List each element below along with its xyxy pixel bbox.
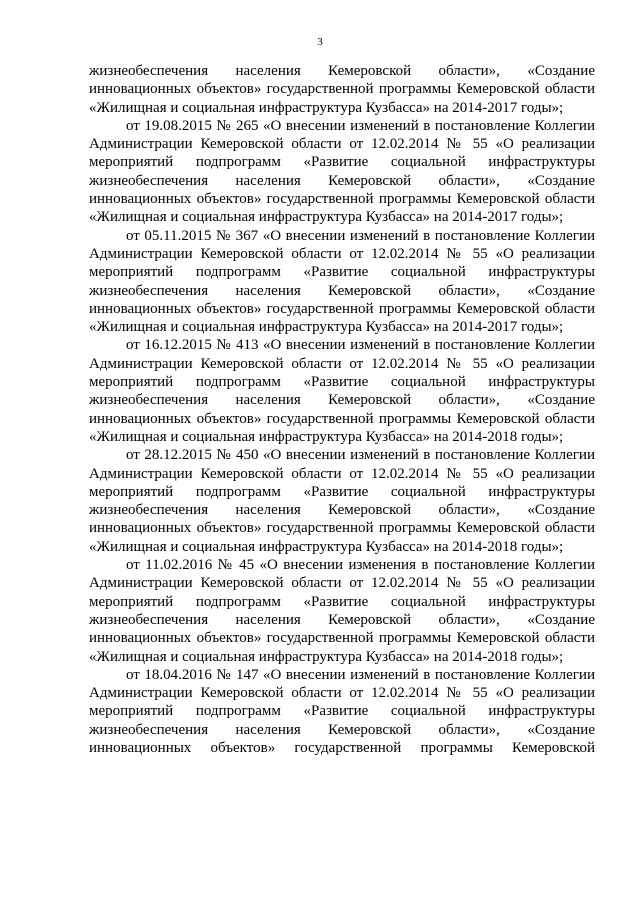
paragraph-amendment-147: от 18.04.2016 № 147 «О внесении изменений в постановление Коллегии Администрации Кемеровской области от 12.02.2014 № 55 «О реализации мероприятий подпрограмм «Развитие социальной инфраструктуры жизнеобеспечения населения Кемеровской области», «Создание инновационных объектов» государственной программы Кемеровской: [89, 666, 595, 756]
page-number: 3: [317, 36, 323, 48]
paragraph-amendment-265: от 19.08.2015 № 265 «О внесении изменений в постановление Коллегии Администрации Кемеровской области от 12.02.2014 № 55 «О реализации мероприятий подпрограмм «Развитие социальной инфраструктуры жизнеобеспечения населения Кемеровской области», «Создание инновационных объектов» государственной программы Кемеровской области «Жилищная и социальная инфраструктура Кузбасса» на 2014-2017 годы»;: [89, 117, 595, 226]
paragraph-amendment-367: от 05.11.2015 № 367 «О внесении изменений в постановление Коллегии Администрации Кемеровской области от 12.02.2014 № 55 «О реализации мероприятий подпрограмм «Развитие социальной инфраструктуры жизнеобеспечения населения Кемеровской области», «Создание инновационных объектов» государственной программы Кемеровской области «Жилищная и социальная инфраструктура Кузбасса» на 2014-2017 годы»;: [89, 227, 595, 336]
paragraph-amendment-413: от 16.12.2015 № 413 «О внесении изменений в постановление Коллегии Администрации Кемеровской области от 12.02.2014 № 55 «О реализации мероприятий подпрограмм «Развитие социальной инфраструктуры жизнеобеспечения населения Кемеровской области», «Создание инновационных объектов» государственной программы Кемеровской области «Жилищная и социальная инфраструктура Кузбасса» на 2014-2018 годы»;: [89, 337, 595, 445]
document-body: [89, 62, 595, 757]
paragraph-continuation: жизнеобеспечения населения Кемеровской области», «Создание инновационных объектов» государственной программы Кемеровской области «Жилищная и социальная инфраструктура Кузбасса» на 2014-2017 годы»;: [89, 63, 595, 116]
paragraph-amendment-45: от 11.02.2016 № 45 «О внесении изменения в постановление Коллегии Администрации Кемеровской области от 12.02.2014 № 55 «О реализации мероприятий подпрограмм «Развитие социальной инфраструктуры жизнеобеспечения населения Кемеровской области», «Создание инновационных объектов» государственной программы Кемеровской области «Жилищная и социальная инфраструктура Кузбасса» на 2014-2018 годы»;: [89, 557, 595, 665]
paragraph-amendment-450: от 28.12.2015 № 450 «О внесении изменений в постановление Коллегии Администрации Кемеровской области от 12.02.2014 № 55 «О реализации мероприятий подпрограмм «Развитие социальной инфраструктуры жизнеобеспечения населения Кемеровской области», «Создание инновационных объектов» государственной программы Кемеровской области «Жилищная и социальная инфраструктура Кузбасса» на 2014-2018 годы»;: [89, 447, 595, 555]
